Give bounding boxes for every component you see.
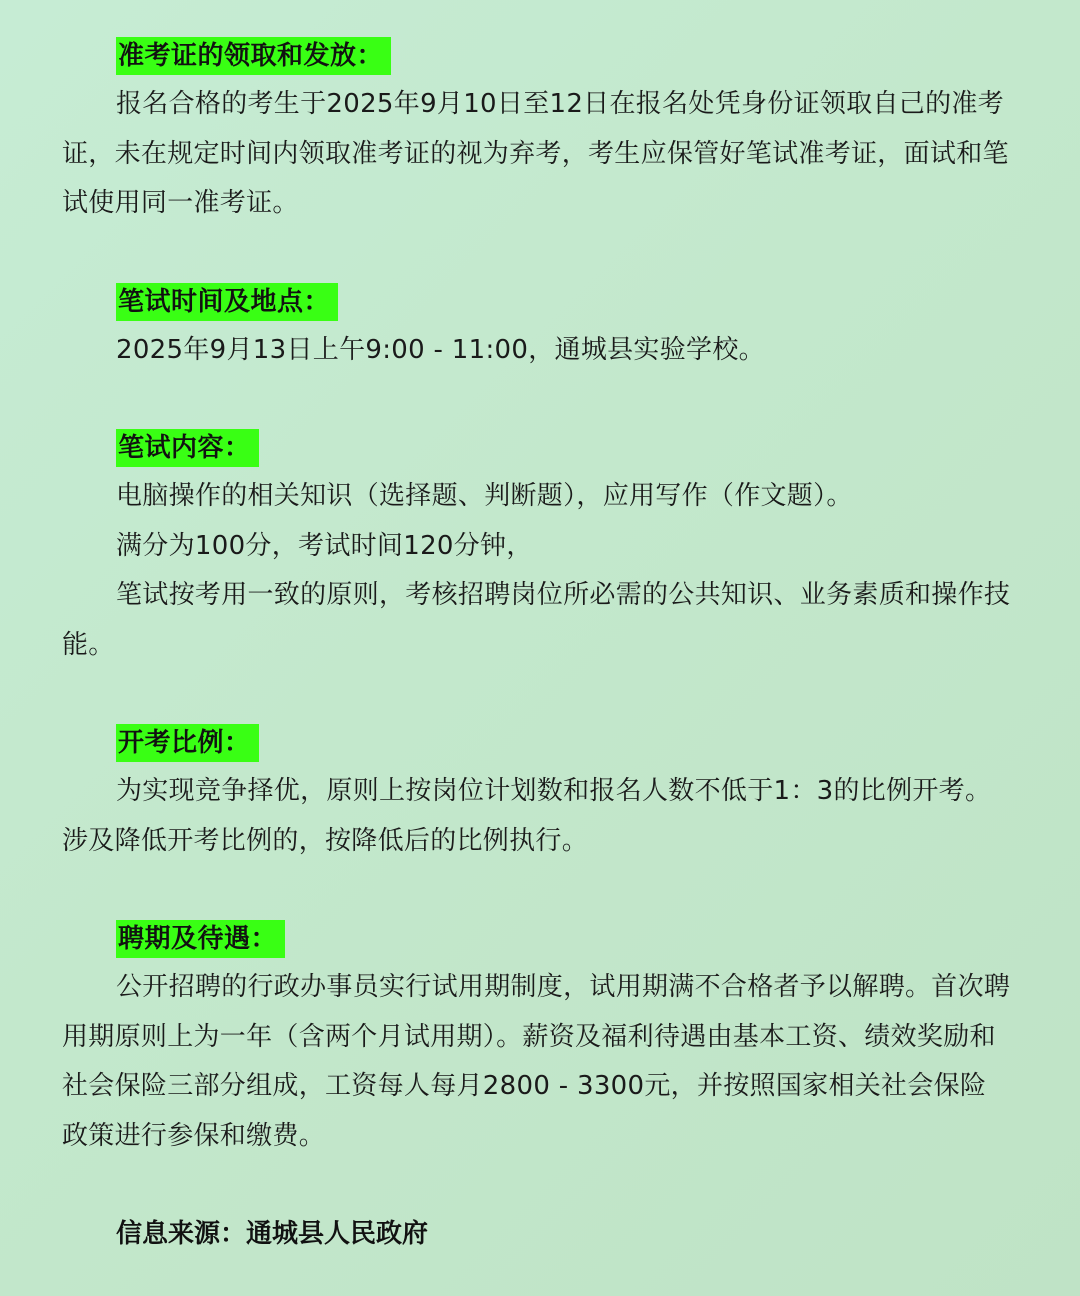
- section-heading: 开考比例：: [116, 724, 259, 762]
- info-source: 信息来源：通城县人民政府: [116, 1219, 429, 1249]
- section-heading: 笔试时间及地点：: [116, 283, 338, 321]
- section-exam-ratio: [62, 719, 1012, 866]
- document-body: [62, 32, 1012, 1259]
- section-exam-time-place: [62, 278, 1012, 376]
- section-paragraph: 为实现竞争择优，原则上按岗位计划数和报名人数不低于1：3的比例开考。涉及降低开考比例的，按降低后的比例执行。: [62, 776, 992, 856]
- section-paragraph: 2025年9月13日上午9:00 - 11:00，通城县实验学校。: [116, 334, 765, 365]
- section-term-and-pay: [62, 915, 1012, 1161]
- section-admission-ticket: [62, 32, 1012, 229]
- section-paragraph: 满分为100分，考试时间120分钟，: [116, 530, 533, 561]
- section-paragraph: 电脑操作的相关知识（选择题、判断题），应用写作（作文题）。: [116, 481, 853, 511]
- section-paragraph: 报名合格的考生于2025年9月10日至12日在报名处凭身份证领取自己的准考证，未在规定时间内领取准考证的视为弃考，考生应保管好笔试准考证，面试和笔试使用同一准考证。: [62, 89, 1009, 218]
- section-paragraph: 公开招聘的行政办事员实行试用期制度，试用期满不合格者予以解聘。首次聘用期原则上为一年（含两个月试用期）。薪资及福利待遇由基本工资、绩效奖励和社会保险三部分组成，工资每人每月2800 - 3300元，并按照国家相关社会保险政策进行参保和缴费。: [62, 972, 1011, 1151]
- section-paragraph: 笔试按考用一致的原则，考核招聘岗位所必需的公共知识、业务素质和操作技能。: [62, 580, 1011, 660]
- section-heading: 聘期及待遇：: [116, 920, 285, 958]
- section-heading: 笔试内容：: [116, 429, 259, 467]
- section-exam-content: [62, 424, 1012, 670]
- section-heading: 准考证的领取和发放：: [116, 37, 391, 75]
